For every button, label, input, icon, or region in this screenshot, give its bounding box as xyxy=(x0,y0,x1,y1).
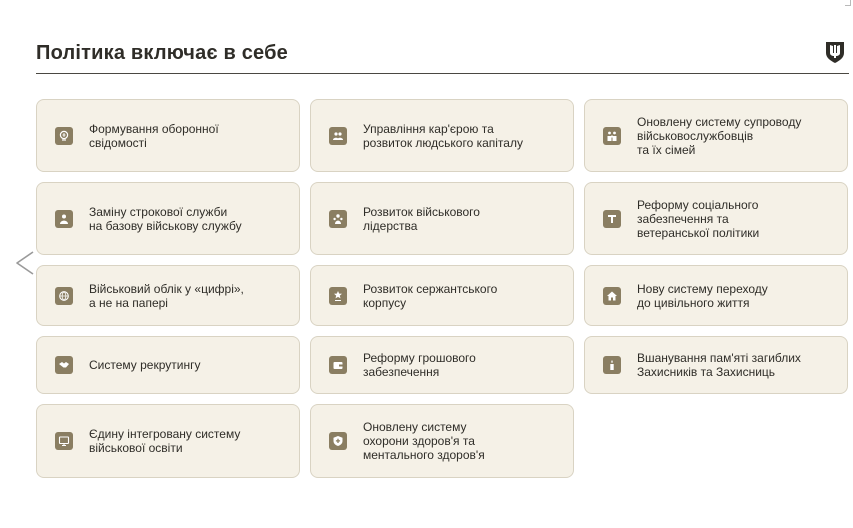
wallet-icon xyxy=(329,356,347,374)
monitor-education-icon xyxy=(55,432,73,450)
memorial-candle-icon xyxy=(603,356,621,374)
page-title: Політика включає в себе xyxy=(36,42,288,64)
policy-card-memorial xyxy=(584,336,848,394)
people-group-icon xyxy=(329,127,347,145)
tryzub-shield-icon xyxy=(823,40,847,64)
policy-card-label: Розвиток військового лідерства xyxy=(363,204,480,233)
policy-card-label: Військовий облік у «цифрі», а не на папері xyxy=(89,281,244,310)
policy-card-digital-registry xyxy=(36,265,300,326)
leader-icon xyxy=(329,210,347,228)
policy-card-civil-transition xyxy=(584,265,848,326)
policy-card-label: Оновлену систему супроводу військовослужбовців та їх сімей xyxy=(637,114,802,157)
policy-card-basic-service xyxy=(36,182,300,255)
policy-card-healthcare xyxy=(310,404,574,478)
policy-card-career-management xyxy=(310,99,574,172)
policy-card-label: Реформу грошового забезпечення xyxy=(363,351,476,379)
chevron-left-icon[interactable] xyxy=(14,250,36,276)
sergeant-insignia-icon xyxy=(329,287,347,305)
policy-card-label: Розвиток сержантського корпусу xyxy=(363,281,498,310)
soldier-icon xyxy=(55,210,73,228)
hands-icon xyxy=(603,210,621,228)
policy-card-military-education xyxy=(36,404,300,478)
brain-icon xyxy=(55,127,73,145)
policy-card-defense-awareness xyxy=(36,99,300,172)
corner-marker xyxy=(845,0,851,6)
policy-card-military-leadership xyxy=(310,182,574,255)
title-divider xyxy=(36,73,849,74)
policy-card-label: Вшанування пам'яті загиблих Захисників та Захисниць xyxy=(637,351,801,379)
policy-card-sergeant-corps xyxy=(310,265,574,326)
policy-card-label: Заміну строкової служби на базову військову службу xyxy=(89,204,242,233)
family-icon xyxy=(603,127,621,145)
policy-card-label: Нову систему переходу до цивільного життя xyxy=(637,281,768,310)
policy-card-social-security xyxy=(584,182,848,255)
medical-shield-icon xyxy=(329,432,347,450)
policy-card-label: Єдину інтегровану систему військової освіти xyxy=(89,427,241,455)
policy-card-label: Оновлену систему охорони здоров'я та ментального здоров'я xyxy=(363,420,485,462)
policy-card-label: Систему рекрутингу xyxy=(89,358,201,372)
policy-card-family-support xyxy=(584,99,848,172)
house-icon xyxy=(603,287,621,305)
handshake-icon xyxy=(55,356,73,374)
policy-card-recruiting xyxy=(36,336,300,394)
policy-card-label: Реформу соціального забезпечення та ветеранської політики xyxy=(637,197,760,240)
policy-card-label: Формування оборонної свідомості xyxy=(89,121,219,150)
policy-card-label: Управління кар'єрою та розвиток людського капіталу xyxy=(363,121,523,150)
digital-globe-icon xyxy=(55,287,73,305)
policy-card-pay-reform xyxy=(310,336,574,394)
